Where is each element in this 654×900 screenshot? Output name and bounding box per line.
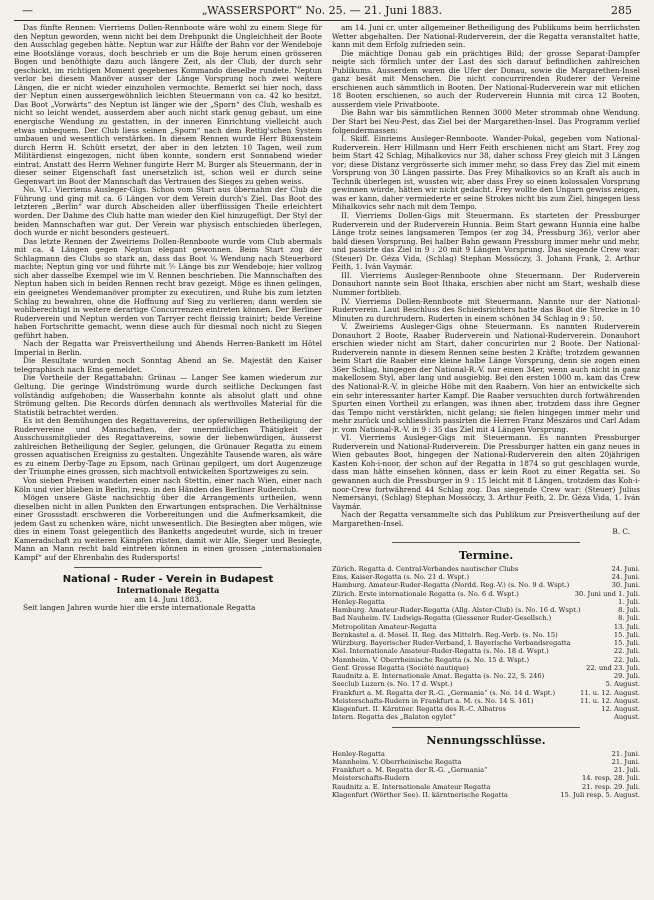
paragraph: Die Resultate wurden noch Sonntag Abend an Se. Majestät den Kaiser telegraphisch nach Ems gemeldet. [14, 356, 322, 374]
list-item [332, 590, 640, 598]
nennung-list [332, 750, 640, 800]
list-item [332, 631, 640, 639]
list-item [332, 664, 640, 672]
event-name: Bad Nauheim. IV. Ludwigs-Regatta (Giessener Ruder-Gesellsch.) [332, 614, 552, 623]
event-name: Seeclub Luzern (s. No. 17 d. Wspt.) [332, 680, 453, 689]
event-name: Mannheim. V. Oberrheinische Regatta [332, 757, 462, 766]
event-date: 21. resp. 29. Juli. [581, 782, 640, 791]
paragraph: Von sieben Preisen wanderten einer nach Stettin, einer nach Wien, einer nach Köln und vier blieben in Berlin, resp. in den Händen des Berliner Ruderclub. [14, 475, 322, 494]
list-item [332, 647, 640, 655]
event-name: Frankfurt a. M. Regatta der R.-G. „Germania“ (s. No. 14 d. Wspt.) [332, 688, 556, 697]
list-item [332, 598, 640, 606]
event-name: Klagenfurt. II. Kärntner. Regatta des R.-C. Albatros [332, 705, 506, 714]
paragraph: No. VI.: Vierriems Ausleger-Gigs. Schon vom Start aus übernahm der Club die Führung und ging mit ca. 6 Längen vor dem Verein durch's Ziel. Das Boot des letzteren „Berlin“ war durch Abscheiden aller überflüssigen Theile erleichtert worden. Der Dahme des Club hatte man wieder den Kiel hinzugefügt. Der Styl der beiden Mannschaften war gut. Der Verein war physisch entschieden überlegen, doch wurde er nicht besonders gesteuert. [14, 185, 322, 238]
event-date: 11. u. 12. August. [579, 696, 640, 705]
divider [392, 542, 580, 543]
left-column [14, 24, 322, 900]
paragraph: Mögen unsere Gäste nachsichtig über die Arrangements urtheilen, wenn dieselben nicht in allen Punkten den Erwartungen entsprachen. Die Verhältnisse einer Grossstadt erschweren die Vorbereitungen und die Aufmerksamkeit, die jedem Gast zu schenken wäre, nicht unwesentlich. Die Besiegten aber mögen, wie dies in einem Toast gelegentlich des Banketts angedeutet wurde, sich in treuer Kameradschaft zu weiteren Kämpfen rüsten, damit wir Alle, Sieger und Besiegte, Mann an Mann recht bald eintreten können in einen grossen „internationalen Kampf“ auf der Ehrenbahn des Rudersports! [14, 493, 322, 562]
list-item [332, 573, 640, 581]
article-subtitle: Internationale Regatta [116, 585, 220, 596]
paragraph: Nach der Regatta war Preisvertheilung und Abends Herren-Bankett im Hôtel Imperial in Berlin. [14, 339, 322, 357]
event-name: Hamburg. Amateur-Ruder-Regatta (Nordd. Reg.-V.) (s. No. 9 d. Wspt.) [332, 581, 570, 590]
list-item [332, 689, 640, 697]
event-name: Hamburg. Amateur-Ruder-Regatta (Allg. Alster-Club) (s. No. 16 d. Wspt.) [332, 606, 581, 615]
event-date: August. [614, 713, 640, 722]
paragraph: I. Skiff. Einriems Ausleger-Rennboote. Wander-Pokal, gegeben vom National-Ruderverein. Herr Hillmann und Herr Feith erschienen nicht am Start. Frey zog beim Start 42 Schlag, Mihalkovics nur 38, daher schoss Frey gleich mit 3 Längen vor; diese Distanz vergrösserte sich immer mehr, so dass Frey das Ziel mit einem Vorsprung von 30 Längen passirte. Das Frey Mihalkovics so an Kraft als auch in Technik überlegen ist, wussten wir, aber dass Frey so einen kolossalen Vorsprung gewinnen würde, hätten wir nicht gedacht. Frey wollte den Ungarn gewiss zeigen, was er kann, daher vermiederte er seine Strokes nicht bis zum Ziel, hingegen liess Mihalkovics sehr nach mit dem Tempo. [332, 134, 640, 212]
event-date: 5. August. [605, 680, 640, 689]
list-item [332, 758, 640, 766]
event-name: Klagenfurt (Wörther See). II. kärntnerische Regatta [332, 790, 508, 799]
event-name: Bernkastel a. d. Mosel. II. Reg. des Mittelrh. Reg.-Verb. (s. No. 15) [332, 630, 558, 639]
event-name: Meisterschafts-Rudern [332, 774, 410, 783]
event-date: 22. und 23. Juli. [586, 663, 640, 672]
list-item [332, 750, 640, 758]
paragraph: Die Vortheile der Regattabahn: Grünau — Langer See kamen wiederum zur Geltung. Die geringe Windströmung wurde durch seitliche Deckungen fast vollständig aufgehoben; die Wasserbahn konnte als absolut glatt und ohne Strömung gelten. Die Records dürfen demnach als werthvolles Material für die Statistik betrachtet werden. [14, 373, 322, 417]
paragraph: Nach der Regatta versammelte sich das Publikum zur Preisvertheilung auf der Margarethen-Insel. [332, 510, 640, 528]
event-date: 30. Juni und 1. Juli. [574, 589, 640, 598]
regatta-report [14, 24, 322, 562]
list-item [332, 713, 640, 721]
event-date: 8. Juli. [618, 614, 640, 623]
event-name: Intern. Regatta des „Balaton egylet“ [332, 713, 456, 722]
list-item [332, 672, 640, 680]
event-date: 13. Juli. [613, 622, 640, 631]
event-date: 15. Juli resp. 5. August. [560, 790, 640, 799]
divider [392, 727, 580, 728]
paragraph: II. Vierriems Dollen-Gigs mit Steuermann. Es starteten der Pressburger Ruderverein und der Ruderverein Hunnia. Beim Start gewann Hunnia eine halbe Länge trotz seines langsameren Tempos (er zog 34, Pressburg 36), verlor aber bald diesen Vorsprung. Bei halber Bahn gewann Pressburg immer mehr und mehr, und passirte das Ziel in 9 : 20 mit 9 Längen Vorsprung. Das siegende Crew war: (Steuer) Dr. Géza Vida, (Schlag) Stephan Mossóczy, 3. Johann Frank, 2. Arthur Feith, 1. Iván Vaymár. [332, 211, 640, 272]
event-name: Henley-Regatta [332, 597, 385, 606]
event-name: Raudnitz a. E. Internationale Amat. Regatta (s. No. 22, S. 246) [332, 672, 545, 681]
event-date: 11. u. 12. August. [579, 688, 640, 697]
event-date: 1. Juli. [618, 597, 640, 606]
event-name: Ems. Kaiser-Regatta (s. No. 21 d. Wspt.) [332, 573, 470, 582]
termine-heading: Termine. [458, 548, 514, 562]
list-item [332, 623, 640, 631]
paragraph: VI. Vierriems Ausleger-Gigs mit Steuermann. Es nannten Pressburger Ruderverein und National-Ruderverein. Die Pressburger hatten ein ganz neues in Wien gebautes Boot, hingegen der National-Ruderverein den alten 20jährigen Kasten Koh-i-noor, der schon auf der Regatta in 1874 so gut geschlagen wurde, dass man hätte einsehen können, dass er kein Root zu einer Regatta sei. So gewannen auch die Pressburger in 9 : 15 leicht mit 8 Längen, trotzdem das Koh-i-noor-Crew fortwährend 44 Schlag zog. Das siegende Crew war: (Steuer) Julius Nemersányi, (Schlag) Stephan Mossóczy, 3. Arthur Feith, 2. Dr. Géza Vida, 1. Iván Vaymár. [332, 433, 640, 511]
event-name: Metropolitan Amateur-Regatta [332, 622, 437, 631]
header-title: „WASSERSPORT“ No. 25. — 21. Juni 1883. [201, 4, 443, 17]
event-date: 21. Juni. [611, 757, 640, 766]
right-column [332, 24, 640, 900]
event-date: 24. Juni. [611, 564, 640, 573]
event-name: Zürich. Regatta d. Central-Verbandes nautischer Clubs [332, 564, 519, 573]
header-left: — [22, 4, 33, 17]
event-name: Zürich. Erste internationale Regatta (s. No. 6 d. Wspt.) [332, 589, 519, 598]
page-header [14, 4, 640, 21]
event-name: Henley-Regatta [332, 749, 385, 758]
event-date: 12. August. [601, 705, 640, 714]
list-item [332, 565, 640, 573]
list-item [332, 705, 640, 713]
signature: B. C. [612, 527, 630, 537]
paragraph: am 14. Juni cr. unter allgemeiner Betheiligung des Publikums beim herrlichsten Wetter abgehalten. Der National-Ruderverein, der die Regatta veranstaltet hatte, kann mit dem Erfolg zufrieden sein. [332, 24, 640, 50]
article-title: National - Ruder - Verein in Budapest [62, 574, 274, 586]
event-name: Mannheim. V. Oberrheinische Regatta (s. No. 15 d. Wspt.) [332, 655, 530, 664]
paragraph: Das letzte Rennen der Zweiriems Dollen-Rennboote wurde vom Club abermals mit ca. 4 Längen gegen Neptun elegant gewonnen. Beim Start zog der Schlagmann des Clubs so stark an, dass das Boot ¹⁄₈ Wendung nach Steuerbord machte; Neptun ging vor und führte mit ⁵⁄₇ Länge bis zur Wendeboje; hier vollzog sich aber dasselbe Exempel wie im V. Rennen beschrieben. Die Mannschaften des Neptun haben sich in beiden Rennen recht brav gezeigt. Möge es ihnen gelingen, ein geeignetes Wendemanöver prompter zu executiren, und Ruhe bis zum letzten Schlag zu bewahren, ohne die Hoffnung auf Sieg zu verlieren; dann werden sie wohlberechtigt in weitere derartige Concurrenzen eintreten können. Der Berliner Ruderverein und Neptun werden von Tarryer recht fleissig trainirt; beide Vereine haben Fortschritte gemacht, wenn diese auch für diesmal noch nicht zu Siegen geführt haben. [14, 236, 322, 340]
paragraph: V. Zweiriems Ausleger-Gigs ohne Steuermann. Es nannten Ruderverein Donauhort 2 Boote, Raaber Ruderverein und National-Ruderverein. Donauhort erschien wieder nicht am Start, daher concurirten nur 2 Boote. Der National-Ruderverein nannte in diesem Rennen seine besten 2 Kräfte; trotzdem gewannen beim Start die Raaber eine kleine halbe Länge Vorsprung, denn sie zogen einen 36er Schlag, hingegen der National-R.-V. nur einen 34er, wenn auch nicht in ganz makellosem Styl, aber lang und ausgiebig. Bei den ersten 1000 m. kam das Crew des National-R.-V. in gleiche Höhe mit den Raabern. Von hier an entwickelte sich ein sehr interessanter harter Kampf. Die Raaber versuchten durch fortwährenden Spurten einen Vortheil zu erlangen, was ihnen aber, trotzdem dass ihre Gegner das Tempo nicht verstärkten, nicht gelang; sie fielen hingegen immer mehr und mehr zurück und schliesslich passirten die Herren Franz Mészáros und Carl Adam jr. vom National-R.-V. in 9 : 35 das Ziel mit 4 Längen Vorsprung. [332, 322, 640, 434]
list-item [332, 606, 640, 614]
article-lead: Seit langen Jahren wurde hier die erste internationale Regatta [23, 603, 256, 613]
list-item [332, 774, 640, 782]
event-date: 21. Juni. [611, 749, 640, 758]
event-date: 30. Juni. [611, 581, 640, 590]
paragraph: III. Vierriems Ausleger-Rennboote ohne Steuermann. Der Ruderverein Donauhort nannte sein Boot Ithaka, erschien aber nicht am Start, weshalb diese Nummer fortblieb. [332, 270, 640, 297]
event-date: 29. Juli. [613, 672, 640, 681]
list-item [332, 639, 640, 647]
event-date: 15. Juli. [613, 630, 640, 639]
event-date: 22. Juli. [613, 647, 640, 656]
paragraph: Die mächtige Donau gab ein prächtiges Bild; der grosse Separat-Dampfer neigte sich förmlich unter der Last des sich darauf befindlichen zahlreichen Publikums. Ausserdem waren die Ufer der Donau, sowie die Margarethen-Insel ganz besät mit Menschen. Die nicht concurrirenden Ruderer der Vereine erschienen auch sämmtlich in Booten. Der National-Ruderverein war mit etlichen 18 Booten erschienen, so auch der Ruderverein Hunnia mit circa 12 Booten, ausserdem viele Privatboote. [332, 48, 640, 109]
list-item [332, 766, 640, 774]
paragraph: IV. Vierriems Dollen-Rennboote mit Steuermann. Nannte nur der National-Ruderverein. Laut Beschluss des Schiedsrichters hatte das Boot die Strecke in 10 Minuten zu durchrudern. Ruderten in einem schönen 34 Schlag in 9 : 50. [332, 296, 640, 323]
list-item [332, 783, 640, 791]
list-item [332, 581, 640, 589]
page-number: 285 [611, 4, 632, 17]
list-item [332, 656, 640, 664]
event-date: 14. resp. 28. Juli. [581, 774, 640, 783]
divider [74, 567, 262, 568]
event-name: Genf. Grosse Regatta (Société nautique) [332, 663, 469, 672]
event-name: Würzburg. Bayerischer Ruder-Verband, I. Bayerische Verbandsregatta [332, 639, 571, 648]
event-date: 22. Juli. [613, 655, 640, 664]
event-date: 8. Juli. [618, 606, 640, 615]
article-date: am 14. Juni 1883. [134, 595, 202, 605]
termine-list [332, 565, 640, 722]
list-item [332, 791, 640, 799]
event-date: 21. Juli. [613, 766, 640, 775]
event-name: Frankfurt a. M. Regatta der R.-G. „Germania“ [332, 766, 488, 775]
event-name: Raudnitz a. E. Internationale Amateur Regatta [332, 782, 491, 791]
paragraph: Es ist den Bemühungen des Regattavereins, der opferwilligen Betheiligung der Rudervereine und Mannschaften, der unermüdlichen Thätigkeit der Ausschussmitglieder des Regattavereins, sowie der liebenwürdigen, äusserst zahlreichen Betheiligung der Segler, gelungen, die Grünauer Regatta zu einem grossen aquatischen Ereigniss zu gestalten. Ungezählte Tausende waren, als wäre es zu einem Derby-Tage zu Epsom, nach Grünau gepilgert, um dort Augenzeuge der Triumphe eines grossen, sich machtvoll entwickelten Sportzweiges zu sein. [14, 416, 322, 477]
event-date: 15. Juli. [613, 639, 640, 648]
list-item [332, 697, 640, 705]
paragraph: Die Bahn war bis sämmtlichen Rennen 3000 Meter strommab ohne Wendung. Der Start bei Neu-Pest, das Ziel bei der Margarethen-Insel. Das Programm verlief folgendermassen: [332, 108, 640, 135]
event-date: 24. Juni. [611, 573, 640, 582]
event-name: Meisterschafts-Rudern in Frankfurt a. M. (s. No. 14 S. 161) [332, 696, 534, 705]
list-item [332, 680, 640, 688]
budapest-report [332, 24, 640, 528]
nennung-heading: Nennungsschlüsse. [426, 733, 546, 747]
paragraph: Das fünfte Rennen: Vierriems Dollen-Rennboote wäre wohl zu einem Siege für den Neptun geworden, wenn nicht bei dem Drehpunkt die Ungleichheit der Boote den Ausschlag gegeben hätte. Neptun war zur Hälfte der Bahn vor der Wendeboje eine Bootslänge voraus, doch beschrieb er um die Boje herum einen grösseren Bogen und benöthigte dazu auch längere Zeit, als der Club, der durch sehr geschickt, im richtigen Moment gegebenes Kommando dieselbe rundete. Neptun verlor bei diesem Manöver ausser der Länge Vorsprung noch zwei weitere Längen, die er nicht wieder einzuholen vermochte. Bemerkt sei hier noch, dass der Neptun einen aussergewöhnlich leichten Steuermann von ca. 42 ko besitzt. Das Boot „Vorwärts“ des Neptun ist länger wie der „Sporn“ des Club, weshalb es nicht so leicht wendet, ausserdem aber auch nicht stark genug gebaut, um eine energische Wendung zu gestatten, in der inneren Einrichtung vielleicht auch etwas unbequem. Der Club liess seinen „Sporn“ nach dem Rettig'schen System umbauen und wesentlich verstärken. In diesem Rennen wurde Herr Büxenstein durch Herrn H. Schütt ersetzt, der aber in den letzten 10 Tagen, weil zum Militärdienst eingezogen, nicht üben konnte, sondern erst Sonnabend wieder eintrat. Anstatt des Herrn Wehner fungirte Herr M. Burger als Steuermann, der in dieser seiner Eigenschaft fast unersetzlich ist, schon weil er durch seine Gegenwart im Boot der Mannschaft das Vertrauen des Sieges zu geben weiss. [14, 24, 322, 186]
event-name: Kiel. Internationale Amateur-Ruder-Regatta (s. No. 18 d. Wspt.) [332, 647, 549, 656]
list-item [332, 614, 640, 622]
